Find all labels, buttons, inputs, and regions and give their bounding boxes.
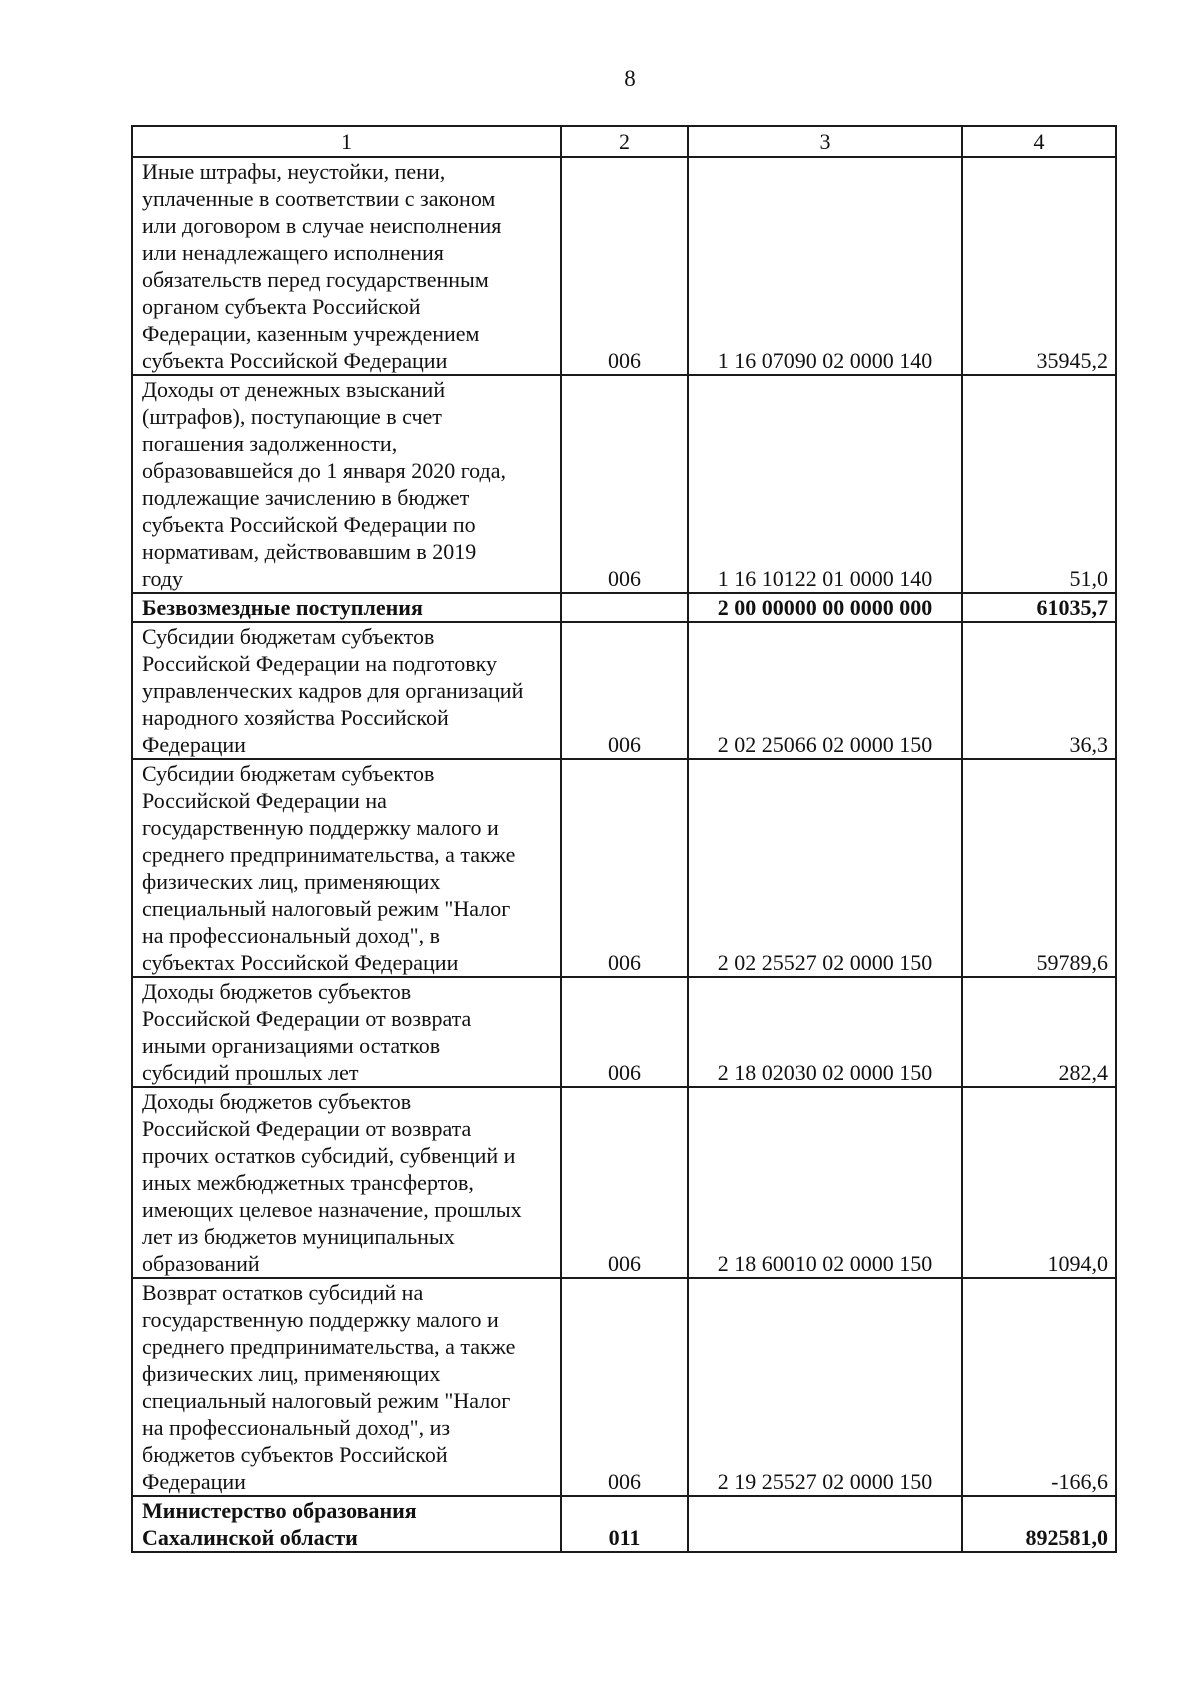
administrator-code: 006 [561,622,688,759]
budget-classification-code [688,1496,962,1552]
administrator-code: 011 [561,1496,688,1552]
revenue-item-name-line: субъектах Российской Федерации [142,950,459,975]
budget-revenue-table [131,125,1117,1553]
revenue-item-name-line: специальный налоговый режим "Налог [142,1388,511,1413]
budget-classification-code: 2 00 00000 00 0000 000 [688,593,962,622]
table-row [132,593,1116,622]
column-header-1: 1 [132,126,561,157]
revenue-item-name-line: году [142,566,184,591]
amount-value: 282,4 [962,977,1116,1087]
revenue-item-name-line: субъекта Российской Федерации по [142,512,476,537]
administrator-code: 006 [561,977,688,1087]
revenue-item-name-line: или ненадлежащего исполнения [142,240,444,265]
table-row [132,759,1116,977]
budget-classification-code: 2 19 25527 02 0000 150 [688,1278,962,1496]
revenue-item-name [132,593,561,622]
revenue-item-name-line: Сахалинской области [142,1525,358,1550]
revenue-item-name-line: или договором в случае неисполнения [142,213,502,238]
revenue-item-name-line: имеющих целевое назначение, прошлых [142,1197,522,1222]
page-number: 8 [624,66,636,91]
revenue-item-name-line: (штрафов), поступающие в счет [142,404,442,429]
revenue-item-name-line: обязательств перед государственным [142,267,489,292]
revenue-item-name-line: Безвозмездные поступления [142,595,423,620]
revenue-item-name-line: иными организациями остатков [142,1033,441,1058]
revenue-item-name-line: Возврат остатков субсидий на [142,1280,424,1305]
revenue-item-name [132,759,561,977]
revenue-item-name-line: погашения задолженности, [142,431,398,456]
amount-value: 36,3 [962,622,1116,759]
revenue-item-name-line: среднего предпринимательства, а также [142,842,516,867]
revenue-item-name-line: государственную поддержку малого и [142,815,499,840]
column-header-2: 2 [561,126,688,157]
revenue-item-name-line: Доходы бюджетов субъектов [142,979,412,1004]
revenue-item-name-line: Субсидии бюджетам субъектов [142,624,435,649]
revenue-item-name-line: Министерство образования [142,1498,417,1523]
revenue-item-name-line: государственную поддержку малого и [142,1307,499,1332]
budget-classification-code: 2 02 25527 02 0000 150 [688,759,962,977]
administrator-code: 006 [561,375,688,593]
budget-classification-code: 2 18 02030 02 0000 150 [688,977,962,1087]
revenue-item-name [132,1087,561,1278]
table-row [132,375,1116,593]
revenue-item-name-line: субъекта Российской Федерации [142,348,448,373]
revenue-item-name-line: на профессиональный доход", в [142,923,440,948]
revenue-item-name-line: органом субъекта Российской [142,294,421,319]
revenue-item-name-line: Федерации, казенным учреждением [142,321,480,346]
revenue-item-name-line: субсидий прошлых лет [142,1060,359,1085]
revenue-item-name-line: Доходы от денежных взысканий [142,377,446,402]
revenue-item-name-line: бюджетов субъектов Российской [142,1442,448,1467]
budget-classification-code: 1 16 07090 02 0000 140 [688,157,962,375]
amount-value: -166,6 [962,1278,1116,1496]
revenue-item-name [132,375,561,593]
revenue-item-name-line: Российской Федерации от возврата [142,1006,472,1031]
revenue-item-name-line: Доходы бюджетов субъектов [142,1089,412,1114]
amount-value: 892581,0 [962,1496,1116,1552]
revenue-item-name-line: Российской Федерации от возврата [142,1116,472,1141]
revenue-item-name-line: физических лиц, применяющих [142,869,441,894]
revenue-item-name-line: физических лиц, применяющих [142,1361,441,1386]
budget-classification-code: 1 16 10122 01 0000 140 [688,375,962,593]
amount-value: 61035,7 [962,593,1116,622]
administrator-code: 006 [561,1087,688,1278]
amount-value: 59789,6 [962,759,1116,977]
revenue-item-name [132,157,561,375]
table-row [132,622,1116,759]
revenue-item-name-line: образовавшейся до 1 января 2020 года, [142,458,506,483]
administrator-code: 006 [561,759,688,977]
budget-classification-code: 2 18 60010 02 0000 150 [688,1087,962,1278]
revenue-item-name-line: управленческих кадров для организаций [142,678,524,703]
revenue-item-name-line: Федерации [142,732,246,757]
amount-value: 51,0 [962,375,1116,593]
revenue-item-name-line: нормативам, действовавшим в 2019 [142,539,477,564]
column-header-3: 3 [688,126,962,157]
table-row [132,1087,1116,1278]
amount-value: 35945,2 [962,157,1116,375]
revenue-item-name-line: уплаченные в соответствии с законом [142,186,496,211]
administrator-code: 006 [561,1278,688,1496]
table-body [132,126,1116,1552]
revenue-item-name-line: образований [142,1251,260,1276]
revenue-item-name-line: специальный налоговый режим "Налог [142,896,511,921]
table-row [132,1278,1116,1496]
table-row [132,977,1116,1087]
amount-value: 1094,0 [962,1087,1116,1278]
revenue-item-name-line: на профессиональный доход", из [142,1415,451,1440]
column-header-4: 4 [962,126,1116,157]
revenue-item-name [132,977,561,1087]
budget-classification-code: 2 02 25066 02 0000 150 [688,622,962,759]
revenue-item-name [132,1278,561,1496]
administrator-code [561,593,688,622]
revenue-item-name-line: Субсидии бюджетам субъектов [142,761,435,786]
revenue-item-name-line: Федерации [142,1469,246,1494]
revenue-item-name-line: подлежащие зачислению в бюджет [142,485,470,510]
administrator-code: 006 [561,157,688,375]
revenue-item-name [132,1496,561,1552]
table-row [132,157,1116,375]
revenue-item-name-line: среднего предпринимательства, а также [142,1334,516,1359]
revenue-item-name-line: народного хозяйства Российской [142,705,449,730]
revenue-item-name-line: Российской Федерации на [142,788,387,813]
column-number-header-row [132,126,1116,157]
revenue-item-name-line: лет из бюджетов муниципальных [142,1224,455,1249]
revenue-item-name [132,622,561,759]
revenue-item-name-line: Иные штрафы, неустойки, пени, [142,159,446,184]
revenue-item-name-line: иных межбюджетных трансфертов, [142,1170,474,1195]
table-row [132,1496,1116,1552]
revenue-item-name-line: Российской Федерации на подготовку [142,651,497,676]
revenue-item-name-line: прочих остатков субсидий, субвенций и [142,1143,516,1168]
